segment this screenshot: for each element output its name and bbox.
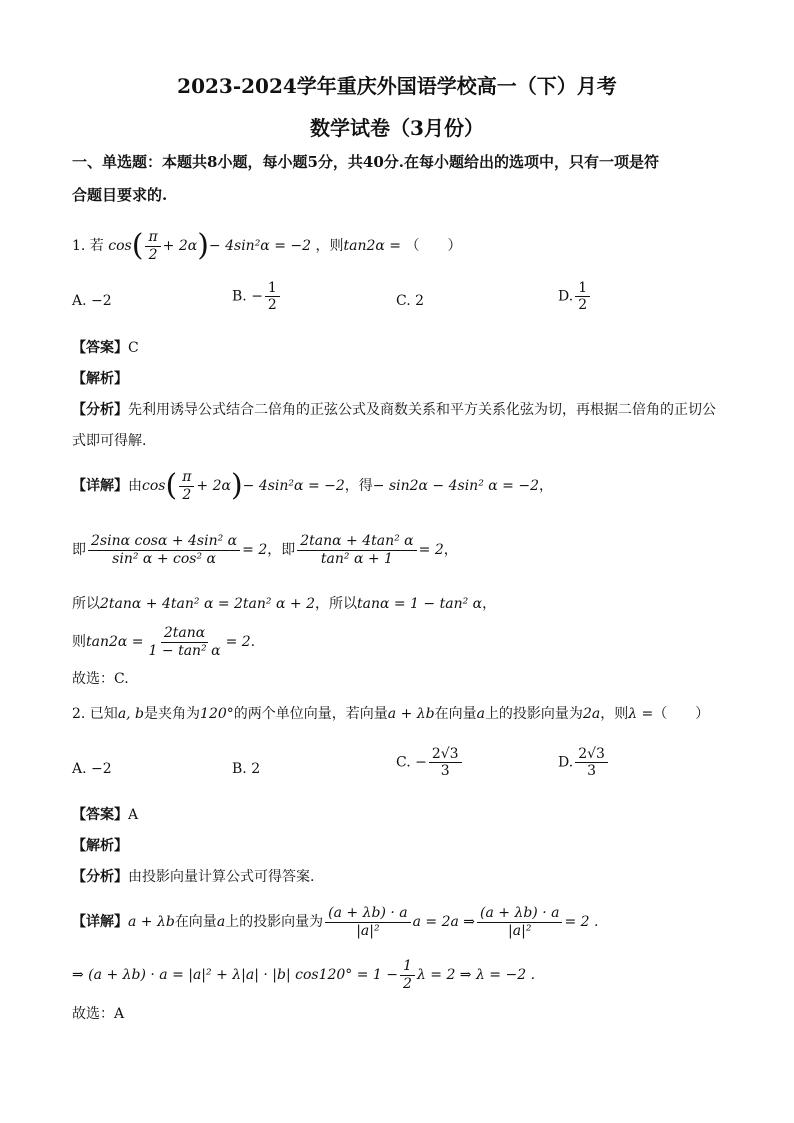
q1-fenxi-line2: 式即可得解. xyxy=(72,433,147,449)
q2-answer-tag: 【答案】 xyxy=(72,807,128,823)
q1-answer-value: C xyxy=(128,340,139,356)
q1-detail-l2-pre: 即 xyxy=(72,542,86,558)
q2-stem xyxy=(72,702,709,726)
q1-blank: （ ） xyxy=(405,238,462,254)
q1-detail-l4-end: . xyxy=(250,634,256,650)
q2-option-c-label: C. − xyxy=(396,754,427,771)
q1-detail-l2-eq2: = 2 xyxy=(418,542,444,558)
q1-detail-line1 xyxy=(72,468,553,504)
q2-detail-l1-frac2 xyxy=(477,905,562,938)
q1-detail-l2-f2-den: tan² α + 1 xyxy=(320,550,393,567)
q1-condition-post: − 4sin²α = −2 xyxy=(208,238,312,254)
q1-rparen: ) xyxy=(197,228,209,263)
q2-detail-l2-pre: ⇒ (a + λb) · a = |a|² + λ|a| · |b| cos120° = 1 − xyxy=(72,967,399,983)
q1-cos: cos xyxy=(108,238,132,254)
q1-fenxi-tag: 【分析】 xyxy=(72,402,128,418)
q1-detail-frac-num: π xyxy=(179,469,194,486)
q1-detail-l3-pre: 所以 xyxy=(72,596,100,612)
section-heading-line2: 合题目要求的. xyxy=(72,186,168,204)
q2-detail-l1-f1-den: |a|² xyxy=(356,922,380,939)
q1-frac-num: π xyxy=(145,229,160,246)
q2-option-a: A. −2 xyxy=(72,761,112,777)
q2-stem-mid3: 在向量 xyxy=(434,706,477,722)
q2-detail-l1-mid1: 在向量 xyxy=(174,914,217,930)
q1-lparen: ( xyxy=(131,228,144,263)
q2-stem-blank: （ ） xyxy=(653,706,710,722)
q2-detail-line2 xyxy=(72,955,535,995)
q1-detail-l4-frac xyxy=(146,625,224,658)
q2-detail-l2-frac xyxy=(400,958,415,991)
q1-detail-l2-end: ， xyxy=(443,542,458,558)
q2-stem-vecs: a, b xyxy=(117,706,145,722)
q2-detail-line1 xyxy=(72,900,598,944)
q2-answer-value: A xyxy=(128,807,139,823)
q1-detail-l2-mid: ，即 xyxy=(267,542,296,558)
q1-option-d-num: 1 xyxy=(575,280,590,297)
q1-detail-l4-den: 1 − tan² α xyxy=(148,642,221,659)
q2-option-c-den: 3 xyxy=(440,763,450,780)
q2-stem-vec2: a + λb xyxy=(387,706,435,722)
q1-fenxi-text1: 先利用诱导公式结合二倍角的正弦公式及商数关系和平方关系化弦为切，再根据二倍角的正切公 xyxy=(128,402,716,418)
q1-option-a: A. −2 xyxy=(72,293,112,309)
q2-option-d-num: 2√3 xyxy=(575,746,608,763)
q1-analysis-tag: 【解析】 xyxy=(72,371,128,387)
q1-detail-l2-f2-num: 2tanα + 4tan² α xyxy=(297,533,416,550)
q2-option-d-den: 3 xyxy=(587,763,597,780)
q1-detail-l2-frac1 xyxy=(88,533,240,566)
q1-option-c: C. 2 xyxy=(396,293,425,309)
section-heading-line1: 一、单选题：本题共8小题，每小题5分，共40分.在每小题给出的选项中，只有一项是符 xyxy=(72,153,659,171)
q2-option-b: B. 2 xyxy=(232,761,261,777)
q1-detail-l1-expr xyxy=(142,468,345,503)
q1-choose: 故选：C. xyxy=(72,671,129,687)
q1-frac-den: 2 xyxy=(148,246,158,263)
q1-answer xyxy=(72,336,139,360)
q1-detail-frac-den: 2 xyxy=(182,486,192,503)
q2-stem-mid5: ，则 xyxy=(600,706,629,722)
q2-analysis-tag: 【解析】 xyxy=(72,838,128,854)
q1-fenxi-line1 xyxy=(72,398,716,422)
q2-detail-l1-f1-num: (a + λb) · a xyxy=(325,905,410,922)
q1-detail-frac xyxy=(179,469,194,502)
q2-option-d-frac xyxy=(575,746,608,779)
q1-detail-tail: − 4sin²α = −2 xyxy=(242,478,345,494)
q1-stem xyxy=(72,228,461,264)
q1-detail-l1-pre: 由 xyxy=(128,478,142,494)
q2-stem-vec3: a xyxy=(476,706,485,722)
q1-detail-l3-expr2: tanα = 1 − tan² α xyxy=(356,596,483,612)
q1-detail-l4-rhs: = 2 xyxy=(225,634,251,650)
q2-option-c-frac xyxy=(429,746,462,779)
q2-detail-l1-vec: a + λb xyxy=(128,914,175,930)
q2-detail-l2-den: 2 xyxy=(403,975,412,992)
q1-ask-pre: ，则 xyxy=(315,238,344,254)
q1-detail-l4-pre: 则 xyxy=(72,634,86,650)
exam-title: 2023-2024学年重庆外国语学校高一（下）月考 xyxy=(177,74,617,98)
q2-detail-l1-f1-tail: a = 2a ⇒ xyxy=(412,914,476,930)
q2-detail-tag: 【详解】 xyxy=(72,914,128,930)
q1-detail-l3-expr: 2tanα + 4tan² α = 2tan² α + 2 xyxy=(100,596,315,612)
q1-detail-l4-num: 2tanα xyxy=(161,625,208,642)
q1-detail-cos: cos xyxy=(142,478,166,494)
q1-option-d xyxy=(558,280,592,313)
q2-fenxi xyxy=(72,865,314,889)
q2-detail-l1-f2-tail: = 2 . xyxy=(564,914,599,930)
q1-detail-l3-mid: ，所以 xyxy=(314,596,357,612)
q1-answer-tag: 【答案】 xyxy=(72,340,128,356)
q1-detail-l2-f1-den: sin² α + cos² α xyxy=(112,550,216,567)
q1-detail-l4-lhs: tan2α = xyxy=(86,634,144,650)
q1-detail-tag: 【详解】 xyxy=(72,478,128,494)
q1-detail-l1-mid: ，得 xyxy=(344,478,373,494)
q2-stem-mid4: 上的投影向量为 xyxy=(484,706,583,722)
q1-frac xyxy=(145,229,160,262)
q1-ask-expr: tan2α = xyxy=(343,238,402,254)
q1-option-b xyxy=(232,280,282,313)
q1-option-b-num: 1 xyxy=(265,280,280,297)
q2-detail-l2-num: 1 xyxy=(400,958,415,975)
exam-subtitle: 数学试卷（3月份） xyxy=(310,116,484,140)
q2-option-d-label: D. xyxy=(558,754,574,771)
q1-option-d-label: D. xyxy=(558,288,574,305)
q2-stem-angle: 120° xyxy=(200,706,234,722)
q1-option-d-frac xyxy=(575,280,590,313)
q1-detail-l2-f1-num: 2sinα cosα + 4sin² α xyxy=(88,533,240,550)
q2-detail-l1-f2-num: (a + λb) · a xyxy=(477,905,562,922)
q1-condition xyxy=(108,228,315,263)
q2-detail-l2-post: λ = 2 ⇒ λ = −2 . xyxy=(416,967,536,983)
q1-detail-l2-eq1: = 2 xyxy=(242,542,268,558)
q1-option-b-den: 2 xyxy=(267,297,277,314)
q2-choose: 故选：A xyxy=(72,1006,125,1022)
q1-option-b-frac xyxy=(265,280,280,313)
q1-option-b-label: B. − xyxy=(232,288,263,305)
q2-fenxi-tag: 【分析】 xyxy=(72,869,128,885)
q1-detail-line4 xyxy=(72,622,255,662)
q1-detail-line2 xyxy=(72,530,458,570)
q2-detail-l1-mid2: 上的投影向量为 xyxy=(225,914,324,930)
q2-detail-l1-vec2: a xyxy=(216,914,226,930)
q2-stem-mid1: 是夹角为 xyxy=(144,706,201,722)
q2-option-d xyxy=(558,746,610,779)
q1-detail-rparen: ) xyxy=(230,468,243,503)
q1-detail-line3 xyxy=(72,592,496,616)
q2-stem-pre: 2. 已知 xyxy=(72,706,118,722)
q1-inner: + 2α xyxy=(162,238,198,254)
q1-detail-inner: + 2α xyxy=(196,478,231,494)
q1-detail-lparen: ( xyxy=(165,468,178,503)
q2-detail-l1-f2-den: |a|² xyxy=(508,922,532,939)
q2-stem-lambda: λ = xyxy=(628,706,654,722)
q2-stem-vec4: 2a xyxy=(582,706,601,722)
q1-detail-l3-end: ， xyxy=(482,596,497,612)
q1-detail-l2-frac2 xyxy=(297,533,416,566)
q1-number: 1. 若 xyxy=(72,238,104,254)
q2-answer xyxy=(72,803,138,827)
q2-detail-l1-frac1 xyxy=(325,905,410,938)
q2-fenxi-text: 由投影向量计算公式可得答案. xyxy=(128,869,315,885)
q2-option-c xyxy=(396,746,464,779)
q1-detail-l1-result: − sin2α − 4sin² α = −2 xyxy=(372,478,539,494)
q2-stem-mid2: 的两个单位向量，若向量 xyxy=(233,706,388,722)
q1-option-d-den: 2 xyxy=(578,297,588,314)
q2-option-c-num: 2√3 xyxy=(429,746,462,763)
q1-detail-l1-end: ， xyxy=(539,478,553,494)
